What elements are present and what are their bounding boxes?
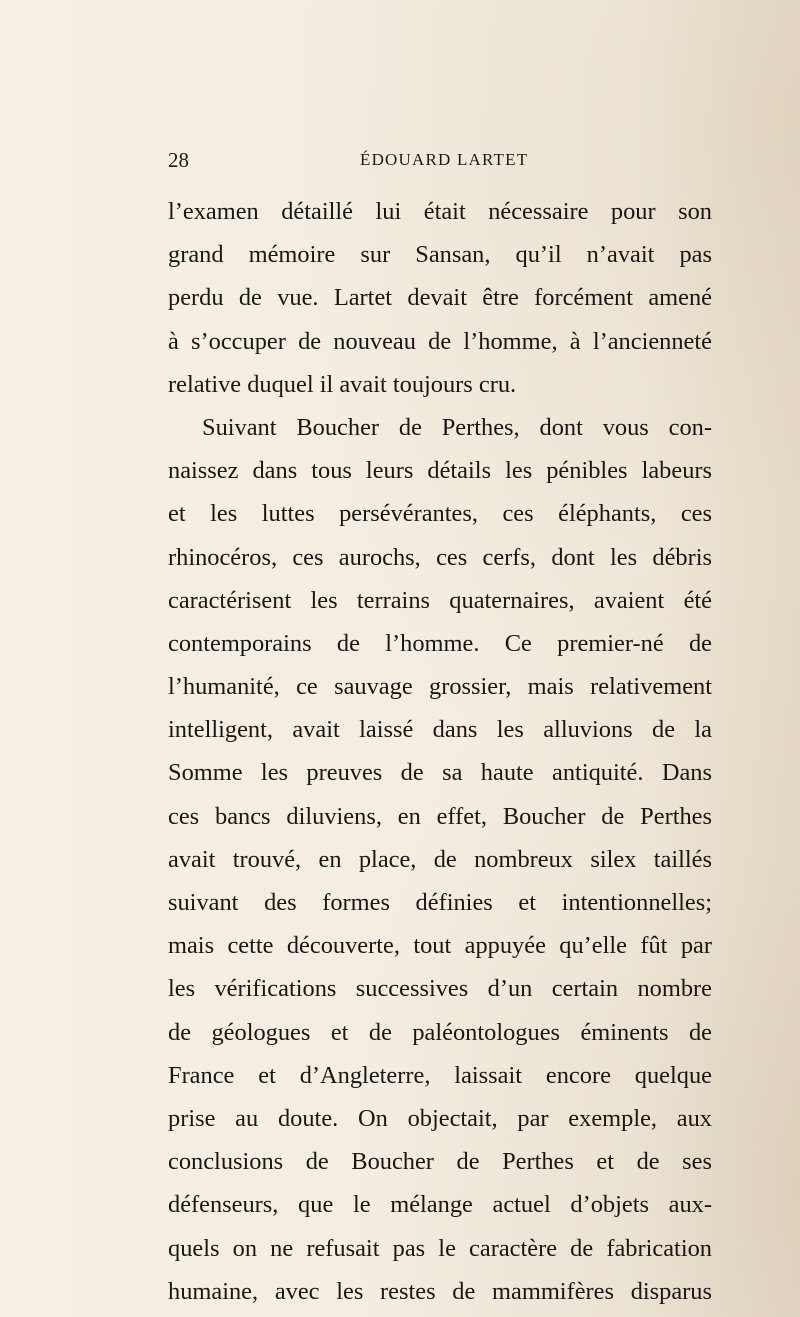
text-line: rhinocéros, ces aurochs, ces cerfs, dont les débris (168, 543, 712, 571)
running-head: ÉDOUARD LARTET (360, 150, 529, 169)
page-number: 28 (168, 148, 189, 172)
text-line: suivant des formes définies et intentionnelles; (168, 889, 712, 916)
text-line: grand mémoire sur Sansan, qu’il n’avait pas (168, 241, 712, 269)
text-line: prise au doute. On objectait, par exemple, aux (168, 1104, 712, 1132)
text-line: de géologues et de paléontologues éminents de (168, 1018, 712, 1046)
text-line: intelligent, avait laissé dans les alluvions de la (168, 716, 712, 744)
text-line: France et d’Angleterre, laissait encore quelque (168, 1061, 712, 1089)
text-line: perdu de vue. Lartet devait être forcément amené (168, 284, 712, 312)
text-line: mais cette découverte, tout appuyée qu’elle fût par (168, 932, 712, 960)
text-line: et les luttes persévérantes, ces éléphants, ces (168, 500, 712, 528)
text-line: quels on ne refusait pas le caractère de fabrication (168, 1234, 712, 1262)
text-line: conclusions de Boucher de Perthes et de ses (168, 1148, 712, 1176)
text-line: contemporains de l’homme. Ce premier-né de (168, 629, 712, 657)
text-line: ces bancs diluviens, en effet, Boucher de Perthes (168, 802, 712, 830)
text-line: Suivant Boucher de Perthes, dont vous con- (202, 413, 712, 441)
text-line: l’humanité, ce sauvage grossier, mais relativement (168, 673, 712, 701)
text-line: humaine, avec les restes de mammifères disparus (168, 1277, 712, 1305)
text-line: à s’occuper de nouveau de l’homme, à l’ancienneté (168, 327, 712, 355)
text-line: avait trouvé, en place, de nombreux silex taillés (168, 845, 712, 873)
text-line: les vérifications successives d’un certain nombre (168, 975, 712, 1003)
text-line: naissez dans tous leurs détails les pénibles labeurs (168, 457, 712, 485)
text-line: caractérisent les terrains quaternaires, avaient été (168, 586, 712, 614)
text-line: Somme les preuves de sa haute antiquité. Dans (168, 759, 712, 787)
text-line: l’examen détaillé lui était nécessaire pour son (168, 198, 712, 225)
text-line: défenseurs, que le mélange actuel d’objets aux- (168, 1191, 712, 1219)
body-text (168, 190, 712, 1313)
text-line: relative duquel il avait toujours cru. (168, 370, 517, 398)
page-header (168, 146, 716, 174)
